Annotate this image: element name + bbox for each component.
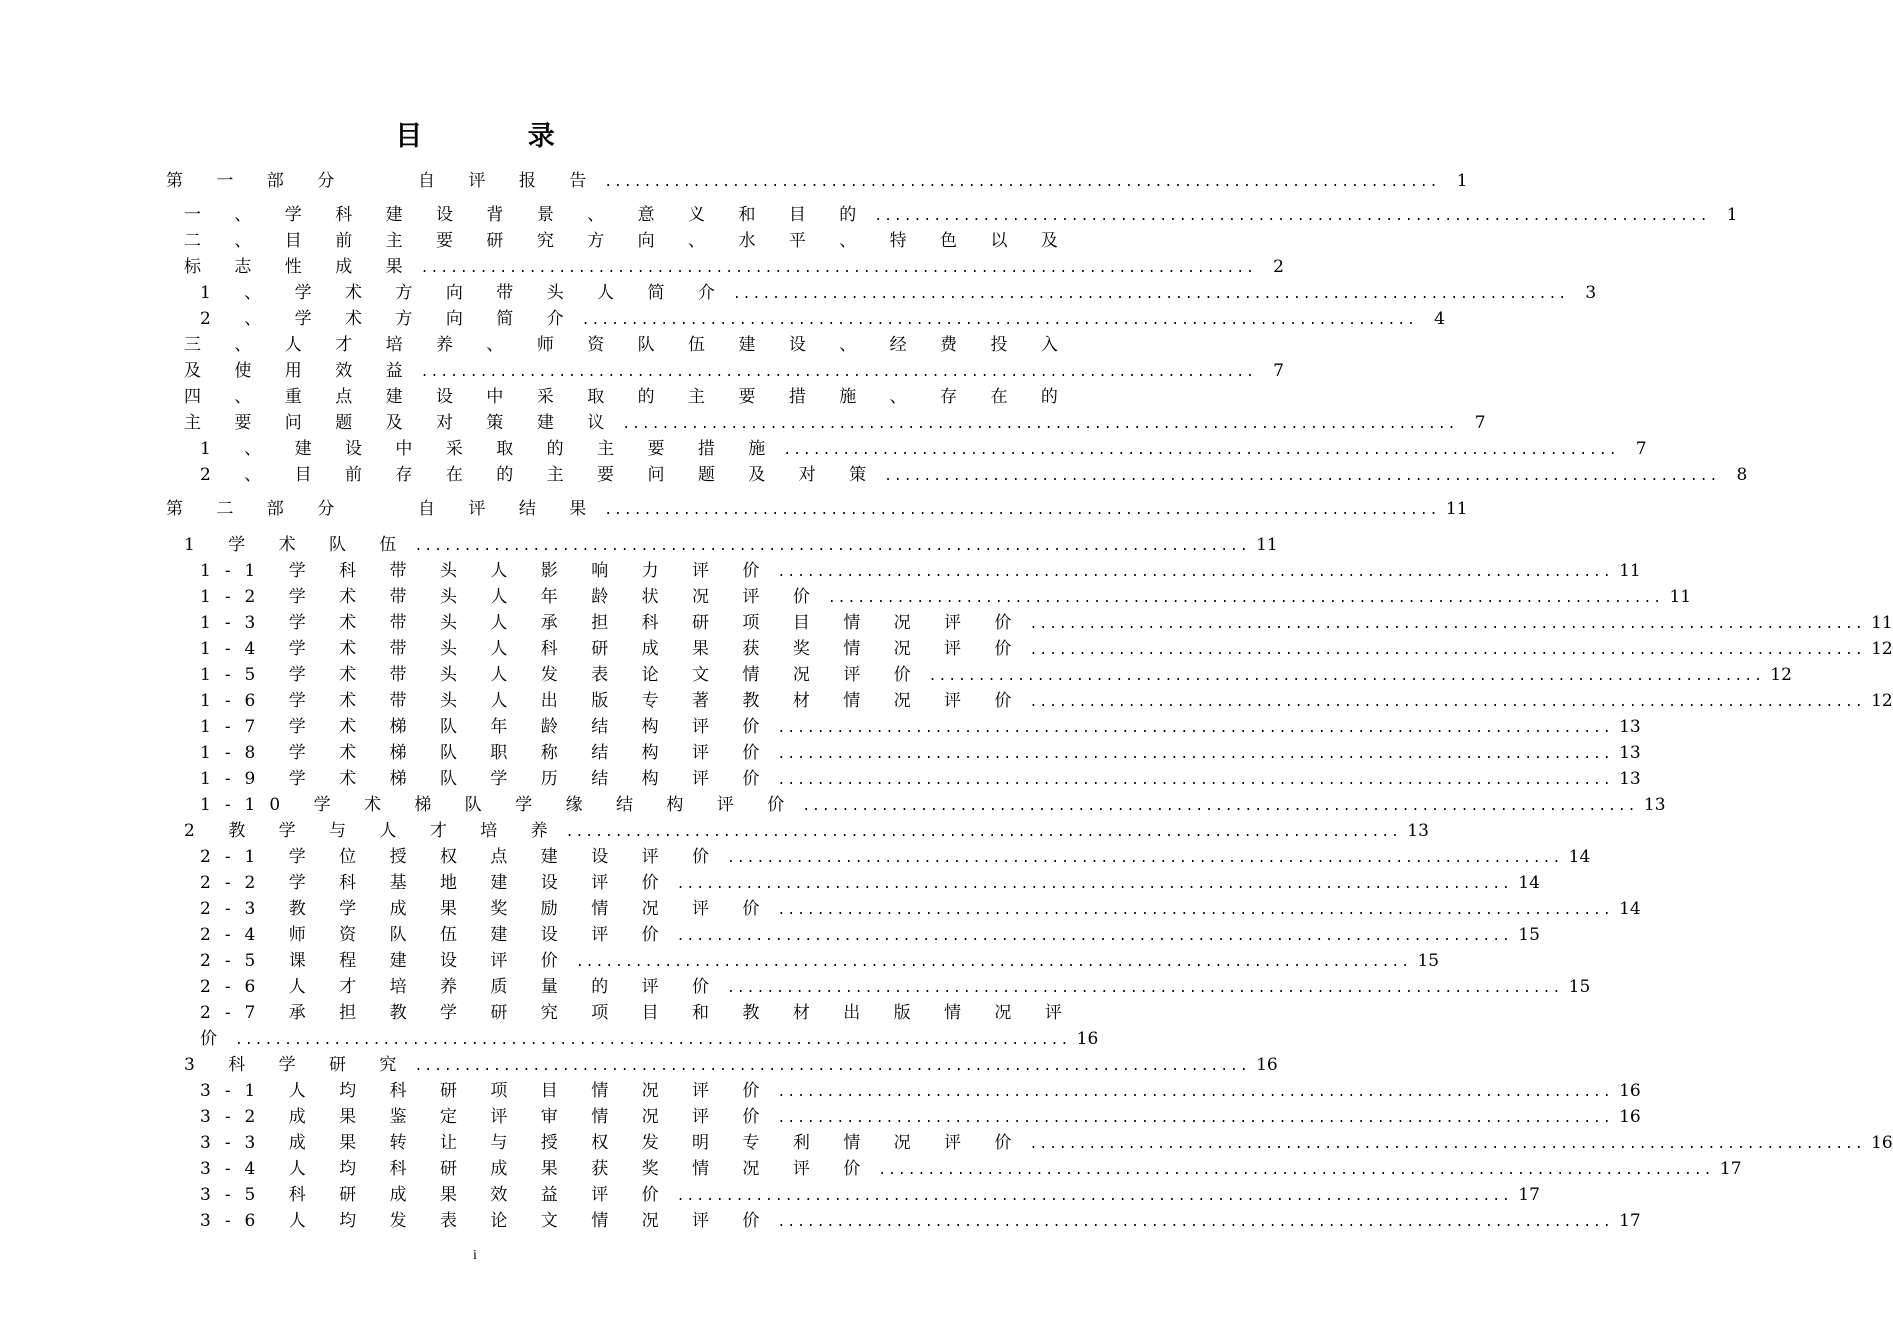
leader-dots: ..................................................................................... (604, 175, 1440, 190)
toc-entry[interactable] (200, 662, 1792, 688)
toc-entry-page: 15 (1568, 977, 1591, 997)
toc-entry-text: 3-1 人 均 科 研 项 目 情 况 评 价 (200, 1081, 774, 1101)
toc-entry-page: 7 (1273, 361, 1284, 381)
toc-entry[interactable] (200, 462, 1748, 488)
toc-entry[interactable] (200, 584, 1692, 610)
toc-entry[interactable] (184, 1052, 1278, 1078)
toc-entry[interactable] (200, 1104, 1641, 1130)
toc-entry-text: 3-4 人 均 科 研 成 果 获 奖 情 况 评 价 (200, 1159, 875, 1179)
toc-entry-text: 3 科 学 研 究 (184, 1055, 411, 1075)
toc-entry-page: 11 (1871, 613, 1893, 633)
toc-entry[interactable] (200, 436, 1647, 462)
toc-entry-text: 二 、 目 前 主 要 研 究 方 向 、 水 平 、 特 色 以 及 (184, 231, 1072, 251)
leader-dots: ..................................................................................... (777, 773, 1613, 788)
toc-entry-page: 16 (1619, 1081, 1641, 1101)
toc-entry-page: 1 (1726, 205, 1738, 225)
toc-entry[interactable] (200, 280, 1597, 306)
toc-entry-page: 12 (1871, 639, 1893, 659)
toc-entry[interactable] (200, 610, 1893, 636)
toc-entry-page: 13 (1619, 743, 1641, 763)
toc-entry-page: 14 (1619, 899, 1641, 919)
toc-entry[interactable] (166, 168, 1468, 194)
leader-dots: ..................................................................................... (420, 365, 1256, 380)
toc-entry-text: 一 、 学 科 建 设 背 景 、 意 义 和 目 的 (184, 205, 871, 225)
toc-entry-text: 1-3 学 术 带 头 人 承 担 科 研 项 目 情 况 评 价 (200, 613, 1026, 633)
toc-entry-text: 3-5 科 研 成 果 效 益 评 价 (200, 1185, 673, 1205)
toc-entry-text: 1-8 学 术 梯 队 职 称 结 构 评 价 (200, 743, 774, 763)
toc-entry[interactable] (200, 1130, 1893, 1156)
toc-entry-page: 15 (1518, 925, 1540, 945)
leader-dots: ..................................................................................... (235, 1033, 1071, 1048)
leader-dots: ..................................................................................... (575, 955, 1412, 970)
toc-entry-text: 1-6 学 术 带 头 人 出 版 专 著 教 材 情 况 评 价 (200, 691, 1026, 711)
toc-entry-text: 2 教 学 与 人 才 培 养 (184, 821, 562, 841)
toc-entry[interactable] (184, 254, 1284, 280)
toc-entry-page: 2 (1273, 257, 1284, 277)
toc-entry[interactable] (200, 1078, 1641, 1104)
toc-entry-page: 7 (1635, 439, 1647, 459)
leader-dots: ..................................................................................... (622, 417, 1458, 432)
toc-entry-page: 17 (1719, 1159, 1742, 1179)
toc-entry-text: 价 (200, 1029, 231, 1049)
leader-dots: ..................................................................................... (777, 565, 1613, 580)
toc-entry-page: 3 (1585, 283, 1597, 303)
toc-entry-text: 2-1 学 位 授 权 点 建 设 评 价 (200, 847, 724, 867)
toc-entry[interactable] (184, 818, 1429, 844)
toc-entry-text: 3-6 人 均 发 表 论 文 情 况 评 价 (200, 1211, 774, 1231)
toc-entry[interactable] (200, 1208, 1641, 1234)
toc-entry-text: 2-7 承 担 教 学 研 究 项 目 和 教 材 出 版 情 况 评 (200, 1003, 1076, 1023)
toc-entry-text: 四 、 重 点 建 设 中 采 取 的 主 要 措 施 、 存 在 的 (184, 387, 1072, 407)
toc-entry-text: 1-2 学 术 带 头 人 年 龄 状 况 评 价 (200, 587, 824, 607)
leader-dots: ..................................................................................... (1029, 1137, 1865, 1152)
toc-entry[interactable] (200, 922, 1540, 948)
toc-entry-page: 13 (1643, 795, 1666, 815)
toc-entry-text: 2 、 目 前 存 在 的 主 要 问 题 及 对 策 (200, 465, 881, 485)
toc-entry-text: 2-6 人 才 培 养 质 量 的 评 价 (200, 977, 724, 997)
toc-entry-text: 1-10 学 术 梯 队 学 缘 结 构 评 价 (200, 795, 799, 815)
toc-entry-page: 16 (1076, 1029, 1099, 1049)
toc-entry[interactable] (200, 974, 1591, 1000)
toc-entry[interactable] (200, 792, 1666, 818)
toc-entry-text: 2-5 课 程 建 设 评 价 (200, 951, 572, 971)
toc-entry[interactable] (200, 636, 1893, 662)
toc-entry[interactable] (200, 896, 1641, 922)
toc-entry-text: 1 、 建 设 中 采 取 的 主 要 措 施 (200, 439, 780, 459)
toc-entry-page: 11 (1445, 499, 1468, 519)
toc-entry-page: 14 (1518, 873, 1540, 893)
toc-entry[interactable] (184, 358, 1284, 384)
toc-entry-page: 13 (1407, 821, 1429, 841)
leader-dots: ..................................................................................... (1029, 643, 1865, 658)
toc-entry-text: 1 、 学 术 方 向 带 头 人 简 介 (200, 283, 729, 303)
toc-entry-text: 3-2 成 果 鉴 定 评 审 情 况 评 价 (200, 1107, 774, 1127)
toc-entry-page: 14 (1568, 847, 1591, 867)
toc-entry[interactable] (184, 410, 1486, 436)
toc-entry-page: 17 (1619, 1211, 1641, 1231)
leader-dots: ..................................................................................... (604, 503, 1440, 518)
leader-dots: ..................................................................................... (777, 721, 1613, 736)
toc-entry-page: 12 (1871, 691, 1893, 711)
toc-entry-page: 7 (1474, 413, 1486, 433)
leader-dots: ..................................................................................... (414, 1059, 1250, 1074)
leader-dots: ..................................................................................... (878, 1163, 1714, 1178)
toc-entry[interactable] (184, 228, 1072, 254)
leader-dots: ..................................................................................... (783, 443, 1619, 458)
toc-entry-text: 3-3 成 果 转 让 与 授 权 发 明 专 利 情 况 评 价 (200, 1133, 1026, 1153)
toc-entry[interactable] (200, 558, 1641, 584)
leader-dots: ..................................................................................... (777, 1111, 1613, 1126)
toc-entry-text: 2-4 师 资 队 伍 建 设 评 价 (200, 925, 673, 945)
toc-entry-text: 1-9 学 术 梯 队 学 历 结 构 评 价 (200, 769, 774, 789)
leader-dots: ..................................................................................... (777, 1215, 1613, 1230)
toc-entry[interactable] (200, 688, 1893, 714)
toc-entry-text: 2-2 学 科 基 地 建 设 评 价 (200, 873, 673, 893)
toc-entry[interactable] (200, 306, 1445, 332)
toc-entry-page: 11 (1669, 587, 1692, 607)
toc-entry-page: 17 (1518, 1185, 1540, 1205)
leader-dots: ..................................................................................... (420, 261, 1256, 276)
toc-entry-text: 1-4 学 术 带 头 人 科 研 成 果 获 奖 情 况 评 价 (200, 639, 1026, 659)
toc-entry-page: 1 (1456, 171, 1468, 191)
leader-dots: ..................................................................................... (732, 287, 1569, 302)
toc-entry-text: 三 、 人 才 培 养 、 师 资 队 伍 建 设 、 经 费 投 入 (184, 335, 1072, 355)
toc-entry-page: 11 (1619, 561, 1641, 581)
toc-entry-text: 主 要 问 题 及 对 策 建 议 (184, 413, 619, 433)
toc-entry-page: 12 (1770, 665, 1792, 685)
leader-dots: ..................................................................................... (565, 825, 1401, 840)
toc-entry[interactable] (200, 740, 1641, 766)
toc-entry[interactable] (184, 532, 1278, 558)
toc-entry-text: 1-1 学 科 带 头 人 影 响 力 评 价 (200, 561, 774, 581)
toc-entry-text: 及 使 用 效 益 (184, 361, 417, 381)
toc-entry[interactable] (166, 496, 1468, 522)
toc-entry[interactable] (200, 948, 1440, 974)
page-title: 目 录 (395, 121, 603, 152)
toc-entry-text: 2-3 教 学 成 果 奖 励 情 况 评 价 (200, 899, 774, 919)
leader-dots: ..................................................................................... (928, 669, 1764, 684)
toc-entry-text: 1-5 学 术 带 头 人 发 表 论 文 情 况 评 价 (200, 665, 925, 685)
toc-entry-page: 16 (1256, 1055, 1278, 1075)
toc-entry-text: 1-7 学 术 梯 队 年 龄 结 构 评 价 (200, 717, 774, 737)
leader-dots: ..................................................................................... (777, 903, 1613, 918)
toc-entry-text: 1 学 术 队 伍 (184, 535, 411, 555)
leader-dots: ..................................................................................... (727, 851, 1563, 866)
leader-dots: ..................................................................................... (676, 1189, 1512, 1204)
toc-entry[interactable] (200, 1000, 1076, 1026)
toc-entry-page: 13 (1619, 717, 1641, 737)
toc-entry-text: 第 二 部 分 自 评 结 果 (166, 499, 601, 519)
toc-entry-page: 15 (1417, 951, 1440, 971)
toc-entry[interactable] (200, 714, 1641, 740)
leader-dots: ..................................................................................... (777, 747, 1613, 762)
toc-entry[interactable] (184, 332, 1072, 358)
leader-dots: ..................................................................................... (777, 1085, 1613, 1100)
toc-entry-text: 2 、 学 术 方 向 简 介 (200, 309, 578, 329)
toc-entry[interactable] (200, 766, 1641, 792)
page-number: i (473, 1248, 477, 1263)
toc-entry-page: 16 (1619, 1107, 1641, 1127)
leader-dots: ..................................................................................... (1029, 695, 1865, 710)
toc-entry-page: 8 (1736, 465, 1748, 485)
leader-dots: ..................................................................................... (727, 981, 1563, 996)
toc-entry-page: 11 (1256, 535, 1278, 555)
leader-dots: ..................................................................................... (827, 591, 1664, 606)
leader-dots: ..................................................................................... (884, 469, 1720, 484)
toc-entry-page: 13 (1619, 769, 1641, 789)
leader-dots: ..................................................................................... (802, 799, 1638, 814)
toc-entry-page: 16 (1871, 1133, 1893, 1153)
leader-dots: ..................................................................................... (874, 209, 1710, 224)
toc-entry[interactable] (200, 1026, 1099, 1052)
leader-dots: ..................................................................................... (1029, 617, 1865, 632)
toc-entry-text: 第 一 部 分 自 评 报 告 (166, 171, 601, 191)
leader-dots: ..................................................................................... (676, 929, 1512, 944)
leader-dots: ..................................................................................... (676, 877, 1512, 892)
leader-dots: ..................................................................................... (414, 539, 1250, 554)
toc-entry[interactable] (184, 384, 1072, 410)
toc-entry-text: 标 志 性 成 果 (184, 257, 417, 277)
leader-dots: ..................................................................................... (581, 313, 1417, 328)
toc-entry[interactable] (200, 844, 1591, 870)
toc-entry-page: 4 (1434, 309, 1445, 329)
toc-entry[interactable] (200, 1156, 1742, 1182)
toc-entry[interactable] (200, 870, 1540, 896)
toc-entry[interactable] (184, 202, 1738, 228)
toc-entry[interactable] (200, 1182, 1540, 1208)
